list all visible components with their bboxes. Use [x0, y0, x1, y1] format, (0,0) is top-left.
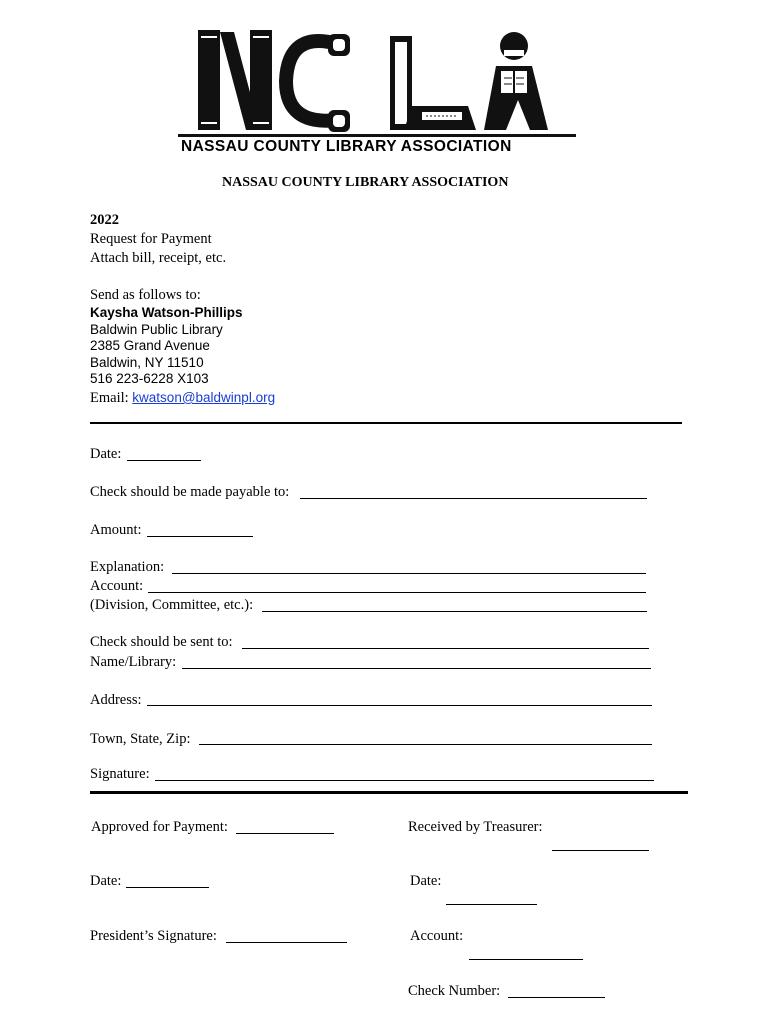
president-signature-field[interactable] — [226, 942, 347, 943]
payable-to-label: Check should be made payable to: — [90, 484, 290, 500]
contact-name: Kaysha Watson-Phillips — [90, 305, 243, 320]
explanation-field[interactable] — [172, 573, 646, 574]
treasurer-account-field[interactable] — [469, 959, 583, 960]
logo-tagline: NASSAU COUNTY LIBRARY ASSOCIATION — [181, 138, 512, 155]
division-label: (Division, Committee, etc.): — [90, 597, 254, 613]
ncla-logo — [178, 26, 578, 156]
contact-city: Baldwin, NY 11510 — [90, 355, 204, 370]
treasurer-account-label: Account: — [410, 928, 464, 944]
email-link[interactable]: kwatson@baldwinpl.org — [132, 390, 276, 405]
contact-street: 2385 Grand Avenue — [90, 338, 210, 353]
address-label: Address: — [90, 692, 142, 708]
email-label: Email: — [90, 390, 133, 406]
contact-library: Baldwin Public Library — [90, 322, 223, 337]
treasurer-date-field[interactable] — [446, 904, 537, 905]
check-number-label: Check Number: — [408, 983, 501, 999]
amount-label: Amount: — [90, 522, 142, 538]
address-field[interactable] — [147, 705, 652, 706]
section-divider-bottom — [90, 791, 688, 794]
check-number-field[interactable] — [508, 997, 605, 998]
contact-phone: 516 223-6228 X103 — [90, 371, 209, 386]
account-field[interactable] — [148, 592, 646, 593]
section-divider-top — [90, 422, 682, 424]
explanation-label: Explanation: — [90, 559, 165, 575]
send-to-intro: Send as follows to: — [90, 287, 201, 303]
approved-label: Approved for Payment: — [91, 819, 228, 835]
signature-field[interactable] — [155, 780, 654, 781]
received-field[interactable] — [552, 850, 649, 851]
date-field[interactable] — [127, 460, 201, 461]
approved-field[interactable] — [236, 833, 334, 834]
org-title: NASSAU COUNTY LIBRARY ASSOCIATION — [222, 175, 509, 190]
account-label: Account: — [90, 578, 144, 594]
sent-to-field[interactable] — [242, 648, 649, 649]
signature-label: Signature: — [90, 766, 150, 782]
form-title: Request for Payment — [90, 231, 212, 247]
year: 2022 — [90, 212, 119, 228]
town-field[interactable] — [199, 744, 652, 745]
amount-field[interactable] — [147, 536, 253, 537]
division-field[interactable] — [262, 611, 647, 612]
president-signature-label: President’s Signature: — [90, 928, 217, 944]
town-label: Town, State, Zip: — [90, 731, 191, 747]
payable-to-field[interactable] — [300, 498, 647, 499]
ncla-logo-graphic — [178, 26, 578, 138]
approval-date-field[interactable] — [126, 887, 209, 888]
name-library-label: Name/Library: — [90, 654, 177, 670]
name-library-field[interactable] — [182, 668, 651, 669]
sent-to-label: Check should be sent to: — [90, 634, 233, 650]
instructions: Attach bill, receipt, etc. — [90, 250, 227, 266]
received-label: Received by Treasurer: — [408, 819, 543, 835]
contact-email-row — [90, 389, 275, 407]
date-label: Date: — [90, 446, 122, 462]
treasurer-date-label: Date: — [410, 873, 442, 889]
approval-date-label: Date: — [90, 873, 122, 889]
